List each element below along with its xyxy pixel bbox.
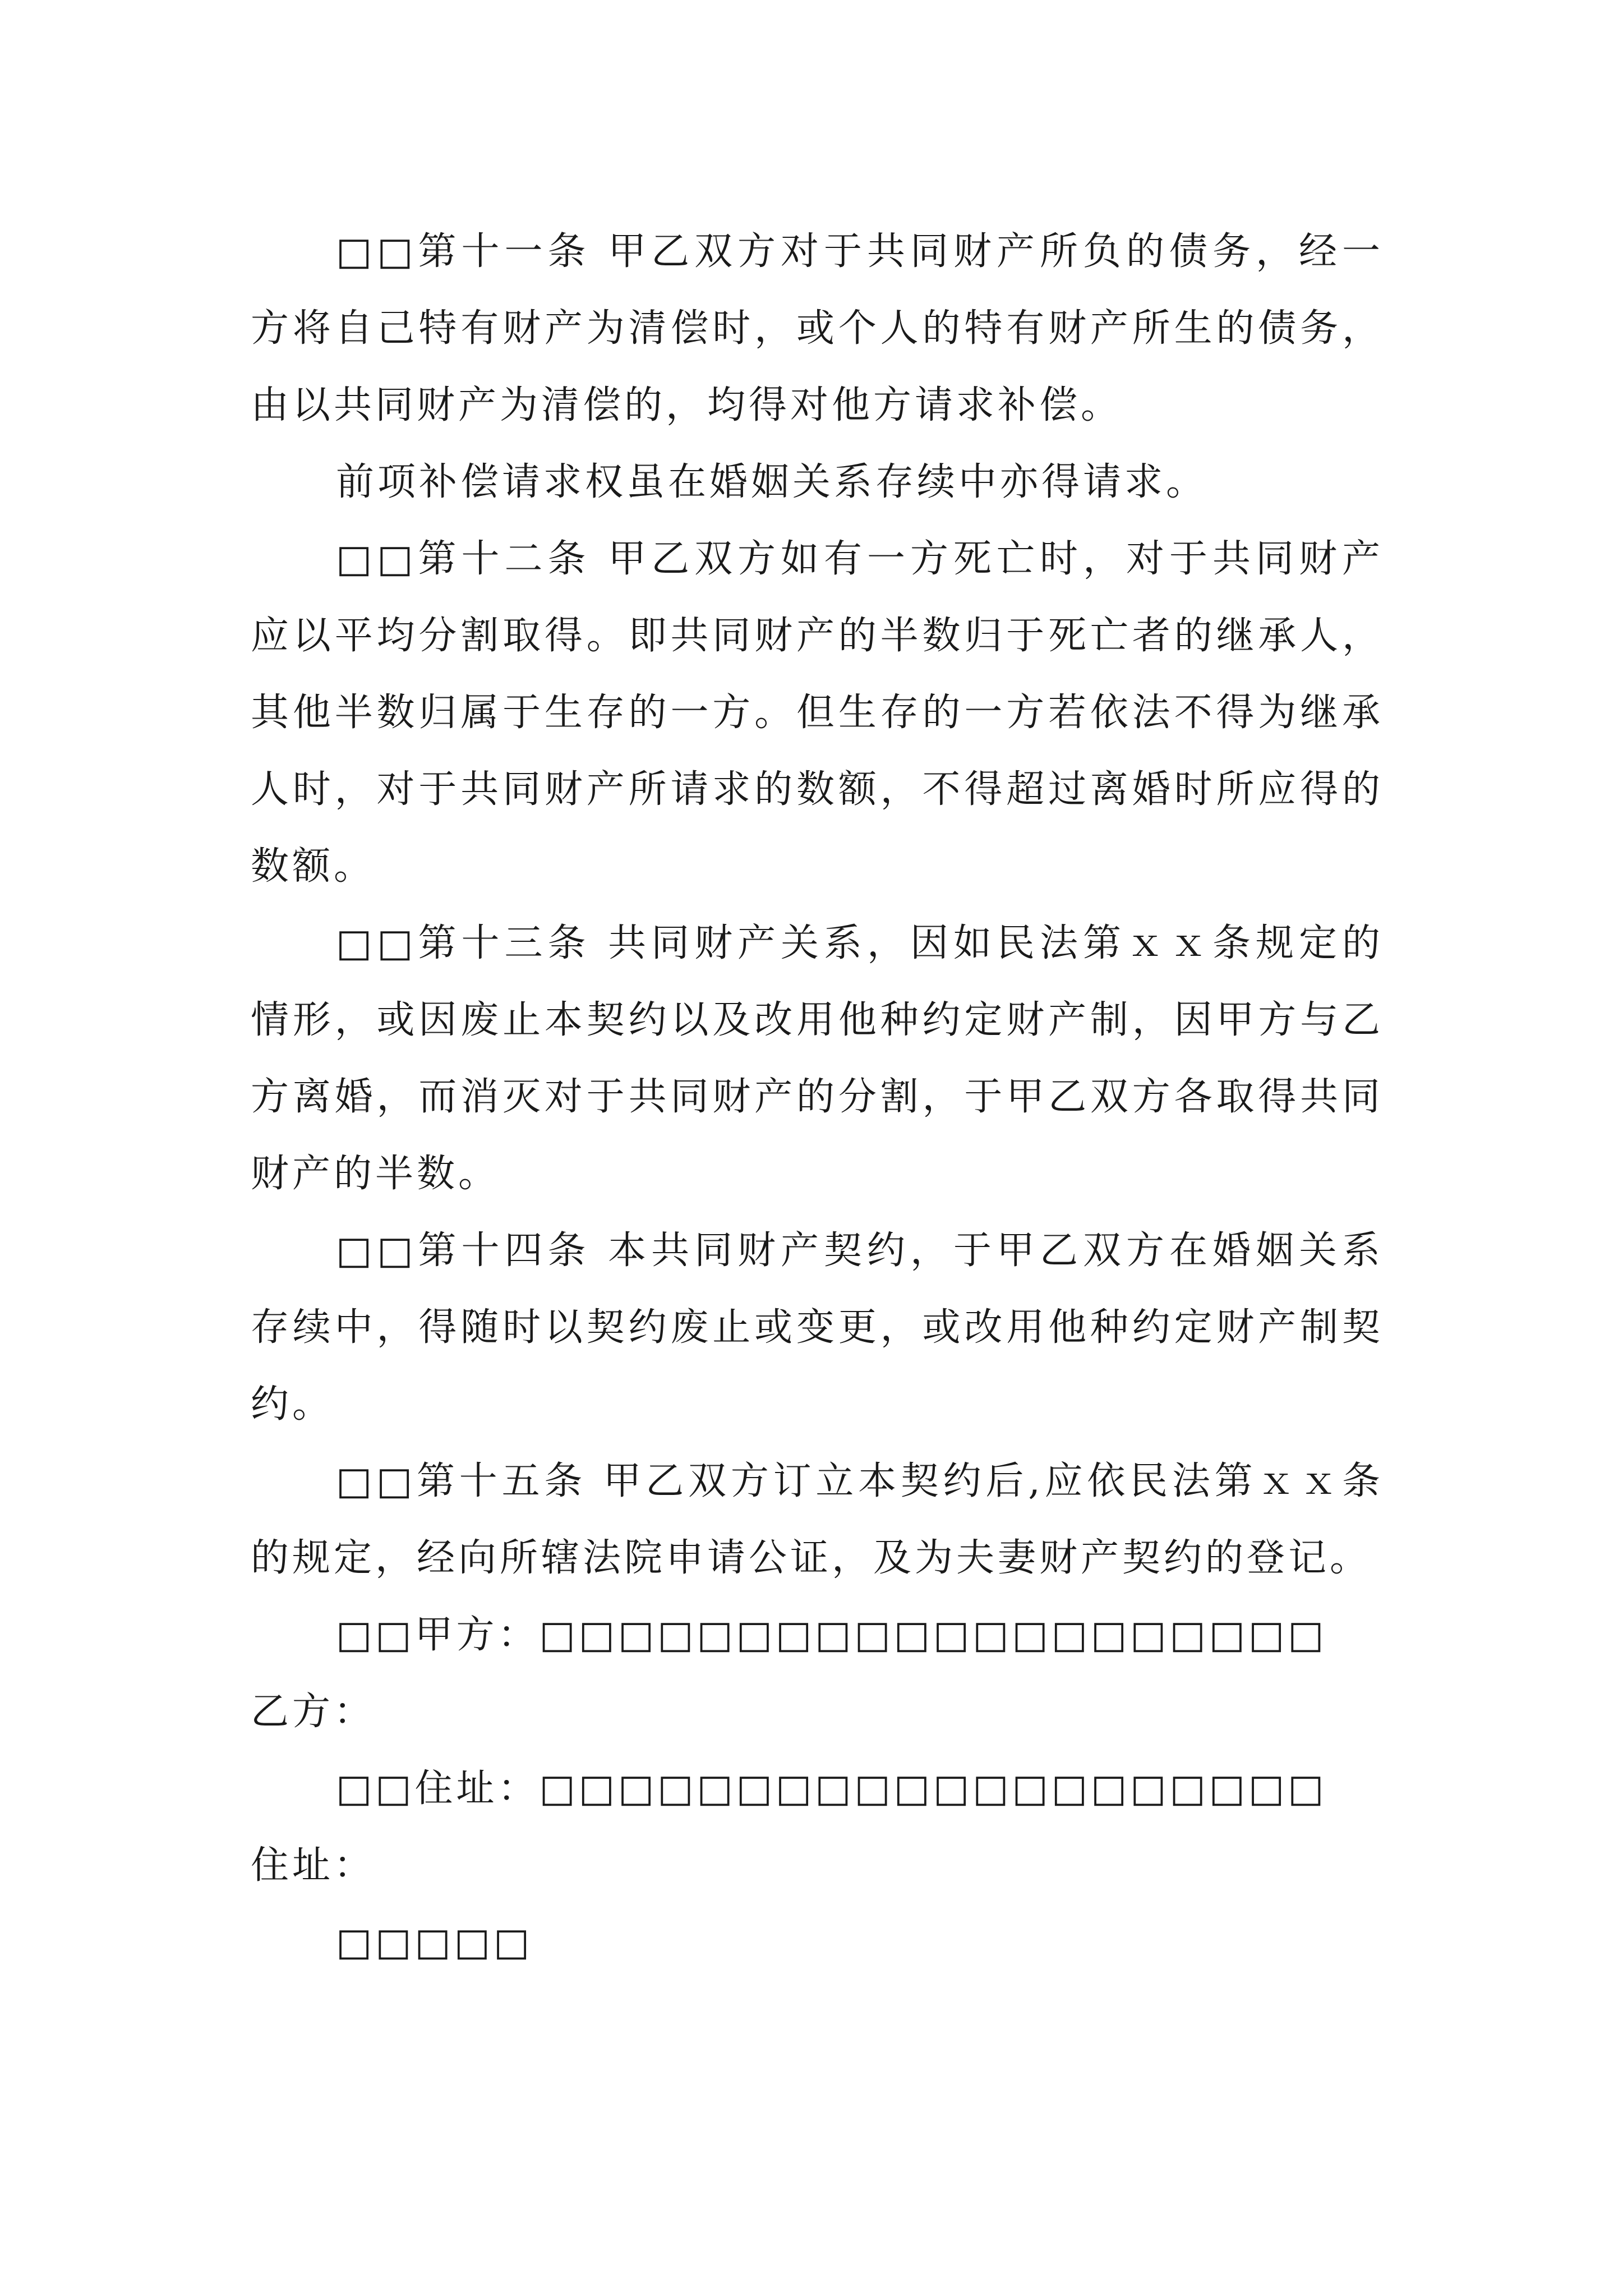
article-14-paragraph: □□第十四条 本共同财产契约，于甲乙双方在婚姻关系存续中，得随时以契约废止或变更，或改用他种约定财产制契约。 xyxy=(251,1228,1384,1427)
article-11-paragraph: □□第十一条 甲乙双方对于共同财产所负的债务，经一方将自己特有财产为清偿时，或个人的特有财产所生的债务，由以共同财产为清偿的，均得对他方请求补偿。 xyxy=(251,229,1384,427)
article-15-paragraph: □□第十五条 甲乙双方订立本契约后,应依民法第ｘｘ条的规定，经向所辖法院申请公证，及为夫妻财产契约的登记。 xyxy=(251,1459,1384,1580)
address-a-line: □□住址：□□□□□□□□□□□□□□□□□□□□ xyxy=(336,1766,1327,1811)
address-b-label: 住址： xyxy=(251,1843,376,1888)
contract-body xyxy=(251,213,1384,1981)
article-12-paragraph: □□第十二条 甲乙双方如有一方死亡时，对于共同财产应以平均分割取得。即共同财产的半数归于死亡者的继承人，其他半数归属于生存的一方。但生存的一方若依法不得为继承人时，对于共同财产所请求的数额，不得超过离婚时所应得的数额。 xyxy=(251,537,1384,889)
article-11-supplement-paragraph: 前项补偿请求权虽在婚姻关系存续中亦得请求。 xyxy=(336,460,1208,504)
closing-placeholder-line: □□□□□ xyxy=(336,1920,533,1964)
party-b-label: 乙方： xyxy=(251,1690,376,1734)
party-a-signature-line: □□甲方：□□□□□□□□□□□□□□□□□□□□ xyxy=(336,1613,1327,1657)
article-13-paragraph: □□第十三条 共同财产关系，因如民法第ｘｘ条规定的情形，或因废止本契约以及改用他种约定财产制，因甲方与乙方离婚，而消灭对于共同财产的分割，于甲乙双方各取得共同财产的半数。 xyxy=(251,921,1384,1196)
